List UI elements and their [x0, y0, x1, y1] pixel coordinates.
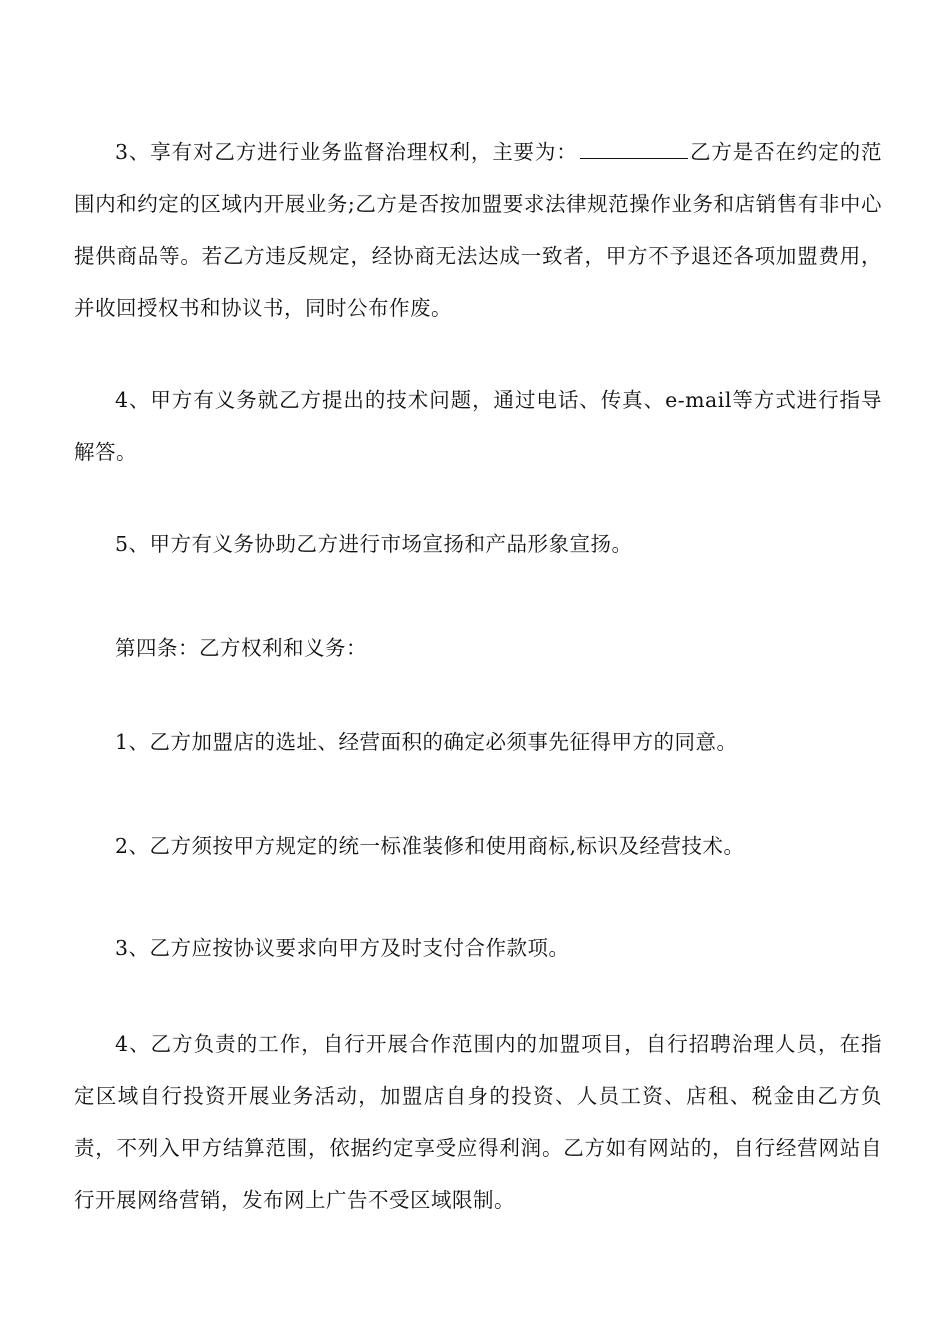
- paragraph-decoration-standards: 2、乙方须按甲方规定的统一标准装修和使用商标,标识及经营技术。: [115, 834, 745, 858]
- paragraph-supervision-rights: [74, 126, 882, 334]
- paragraph-text-before-blank: 3、享有对乙方进行业务监督治理权利，主要为：: [115, 140, 578, 164]
- paragraph-responsibilities: 4、乙方负责的工作，自行开展合作范围内的加盟项目，自行招聘治理人员，在指定区域自行投资开展业务活动，加盟店自身的投资、人员工资、店租、税金由乙方负责，不列入甲方结算范围，依据约定享受应得利润。乙方如有网站的，自行经营网站自行开展网络营销，发布网上广告不受区域限制。: [74, 1032, 882, 1212]
- paragraph-technical-support: 4、甲方有义务就乙方提出的技术问题，通过电话、传真、e-mail等方式进行指导解答。: [74, 388, 882, 464]
- section-heading-article-four: 第四条：乙方权利和义务：: [115, 636, 367, 660]
- fill-in-blank: [580, 138, 688, 159]
- paragraph-text-after-blank: 乙方是否在约定的范围内和约定的区域内开展业务;乙方是否按加盟要求法律规范操作业务和店销售有非中心提供商品等。若乙方违反规定，经协商无法达成一致者，甲方不予退还各项加盟费用，并收回授权书和协议书，同时公布作废。: [74, 140, 882, 320]
- paragraph-payment: 3、乙方应按协议要求向甲方及时支付合作款项。: [115, 936, 570, 960]
- paragraph-store-location: 1、乙方加盟店的选址、经营面积的确定必须事先征得甲方的同意。: [115, 730, 738, 754]
- paragraph-marketing-support: 5、甲方有义务协助乙方进行市场宣扬和产品形象宣扬。: [115, 532, 633, 556]
